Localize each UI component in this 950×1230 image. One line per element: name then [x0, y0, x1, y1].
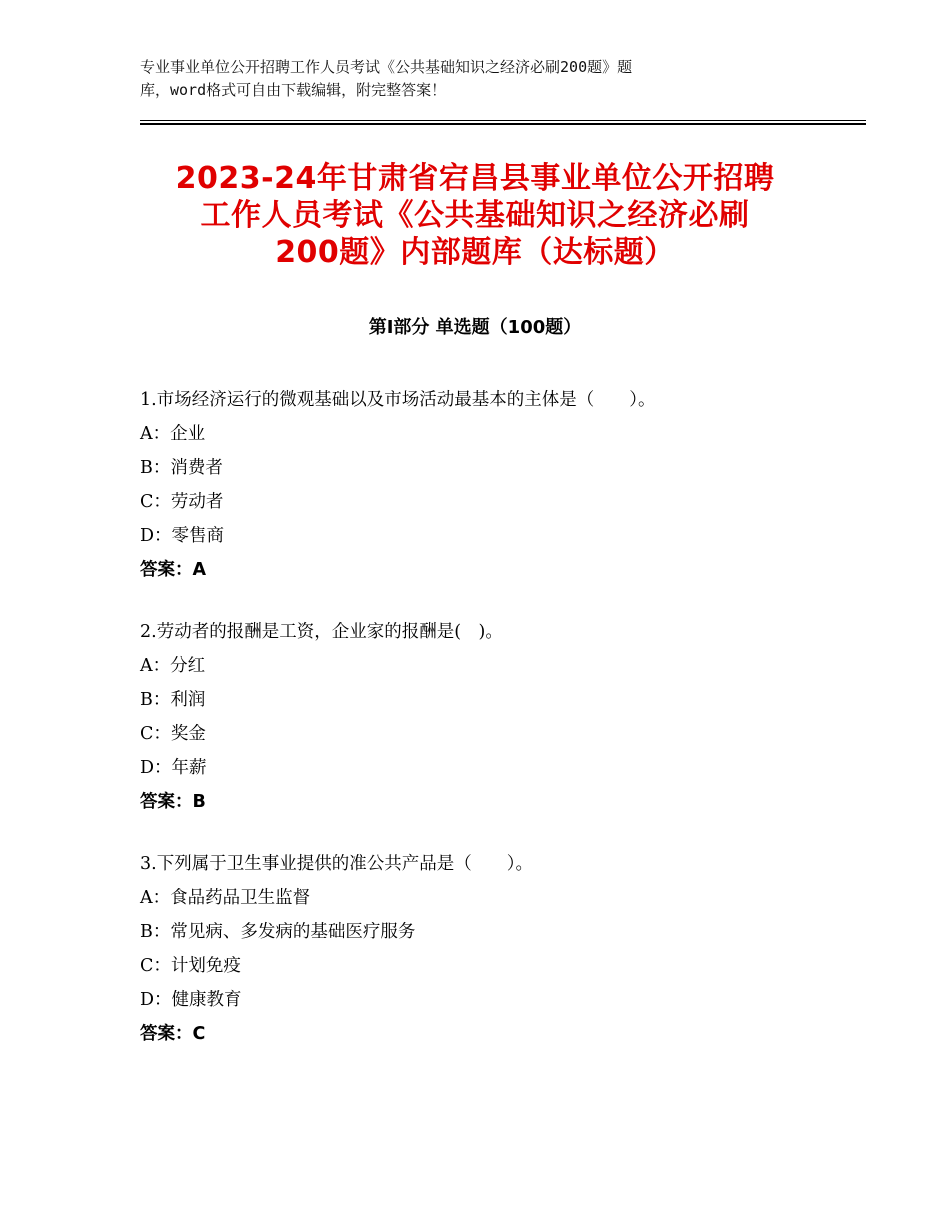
answer: 答案：C — [140, 1024, 206, 1044]
question-stem: 3.下列属于卫生事业提供的准公共产品是（ ）。 — [140, 854, 533, 874]
option-b: B：消费者 — [140, 458, 223, 478]
question-stem: 1.市场经济运行的微观基础以及市场活动最基本的主体是（ ）。 — [140, 390, 656, 410]
option-a: A：企业 — [140, 424, 206, 444]
option-d: D：年薪 — [140, 758, 207, 778]
question-stem: 2.劳动者的报酬是工资，企业家的报酬是( )。 — [140, 622, 503, 642]
answer: 答案：A — [140, 560, 207, 580]
header-divider — [140, 120, 866, 126]
option-d: D：健康教育 — [140, 990, 242, 1010]
header-note — [140, 56, 790, 102]
question-1 — [140, 383, 840, 587]
header-divider-thin — [140, 120, 866, 121]
option-a: A：食品药品卫生监督 — [140, 888, 311, 908]
document-title — [140, 160, 810, 271]
question-list — [140, 383, 840, 1079]
answer: 答案：B — [140, 792, 206, 812]
header-note-line-1: 专业事业单位公开招聘工作人员考试《公共基础知识之经济必刷200题》题 — [140, 58, 633, 76]
document-title-line-1: 2023-24年甘肃省宕昌县事业单位公开招聘 — [175, 161, 775, 196]
section-title: 第Ⅰ部分 单选题（100题） — [368, 317, 582, 338]
question-2 — [140, 615, 840, 819]
option-b: B：利润 — [140, 690, 206, 710]
option-c: C：计划免疫 — [140, 956, 241, 976]
option-c: C：劳动者 — [140, 492, 224, 512]
option-c: C：奖金 — [140, 724, 206, 744]
document-title-line-3: 200题》内部题库（达标题） — [275, 235, 675, 270]
option-b: B：常见病、多发病的基础医疗服务 — [140, 922, 416, 942]
document-title-line-2: 工作人员考试《公共基础知识之经济必刷 — [200, 198, 750, 233]
header-divider-thick — [140, 123, 866, 125]
header-note-line-2: 库，word格式可自由下载编辑，附完整答案！ — [140, 81, 447, 99]
option-a: A：分红 — [140, 656, 206, 676]
question-3 — [140, 847, 840, 1051]
option-d: D：零售商 — [140, 526, 225, 546]
